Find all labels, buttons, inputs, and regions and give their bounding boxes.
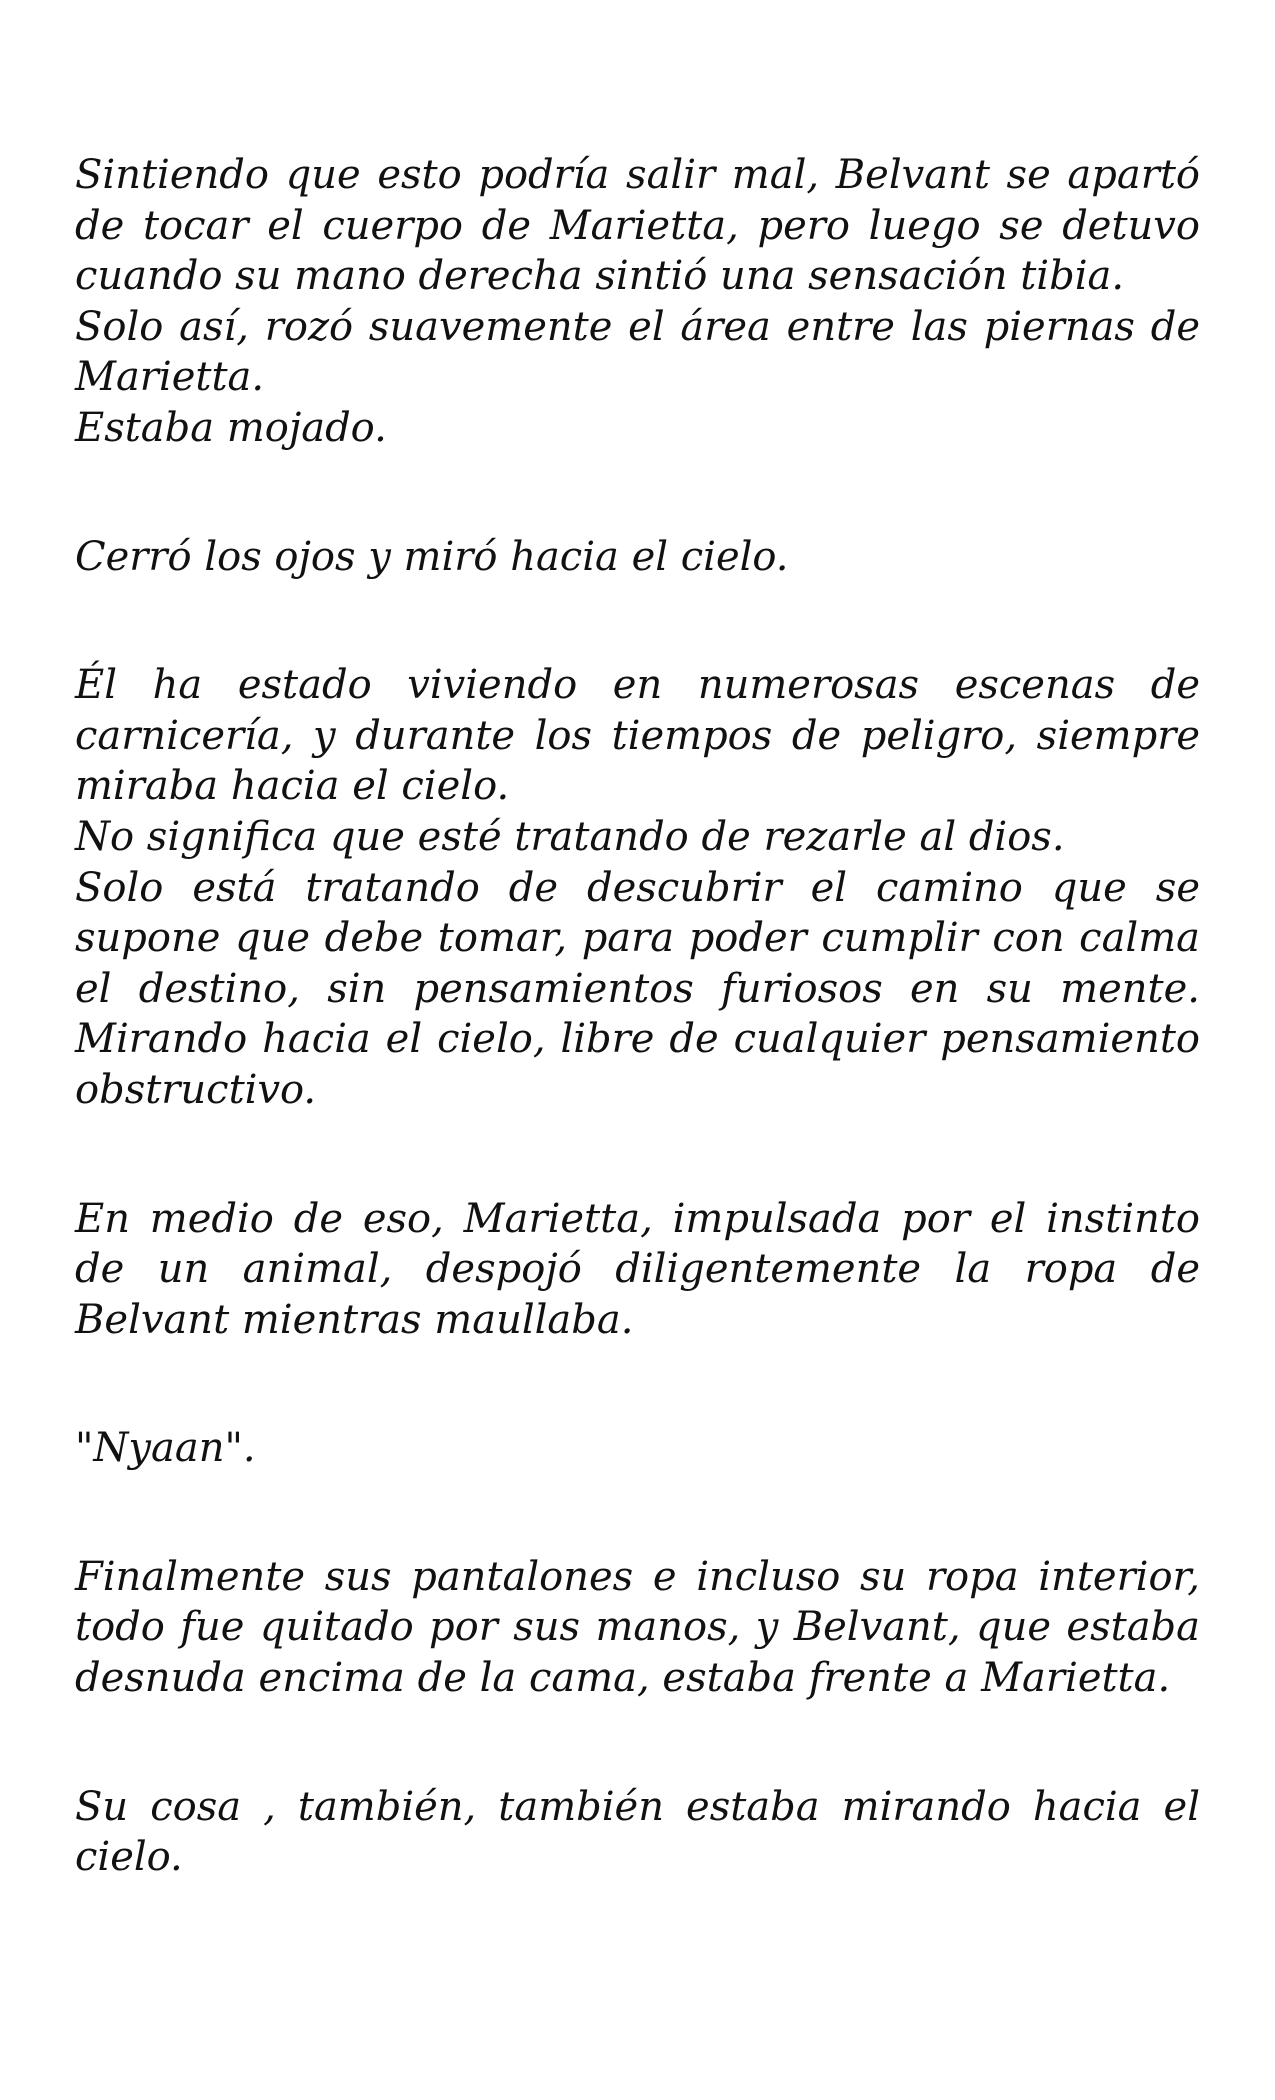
paragraph-6: [75, 1552, 1200, 1704]
paragraph-1: [75, 150, 1200, 454]
paragraph-4: [75, 1194, 1200, 1346]
text-line: En medio de eso, Marietta, impulsada por el instinto de un animal, despojó diligentemente la ropa de Belvant mientras maullaba.: [75, 1195, 1200, 1343]
paragraph-5: [75, 1423, 1200, 1474]
text-line: Sintiendo que esto podría salir mal, Belvant se apartó de tocar el cuerpo de Marietta, pero luego se detuvo cuando su mano derecha sintió una sensación tibia.: [75, 152, 1200, 300]
text-line: "Nyaan".: [75, 1425, 256, 1472]
text-line: Solo así, rozó suavemente el área entre las piernas de Marietta.: [75, 303, 1200, 401]
text-line: No significa que esté tratando de rezarle al dios.: [75, 813, 1065, 860]
paragraph-spacer: [75, 582, 1200, 660]
paragraph-2: [75, 532, 1200, 583]
paragraph-3: [75, 660, 1200, 1115]
document-page: [75, 150, 1200, 1883]
text-line: Estaba mojado.: [75, 404, 387, 451]
paragraph-spacer: [75, 1345, 1200, 1423]
paragraph-spacer: [75, 1474, 1200, 1552]
text-line: Finalmente sus pantalones e incluso su ropa interior, todo fue quitado por sus manos, y Belvant, que estaba desnuda encima de la cama, estaba frente a Marietta.: [75, 1553, 1200, 1702]
paragraph-7: [75, 1782, 1200, 1883]
text-line: Solo está tratando de descubrir el camino que se supone que debe tomar, para poder cumplir con calma el destino, sin pensamientos furiosos en su mente. Mirando hacia el cielo, libre de cualquier pensamiento obstructivo.: [75, 864, 1200, 1113]
text-line: Cerró los ojos y miró hacia el cielo.: [75, 533, 789, 580]
text-line: Él ha estado viviendo en numerosas escenas de carnicería, y durante los tiempos de peligro, siempre miraba hacia el cielo.: [75, 662, 1200, 810]
paragraph-spacer: [75, 1116, 1200, 1194]
text-line: Su cosa , también, también estaba mirando hacia el cielo.: [75, 1783, 1200, 1881]
paragraph-spacer: [75, 1704, 1200, 1782]
paragraph-spacer: [75, 454, 1200, 532]
